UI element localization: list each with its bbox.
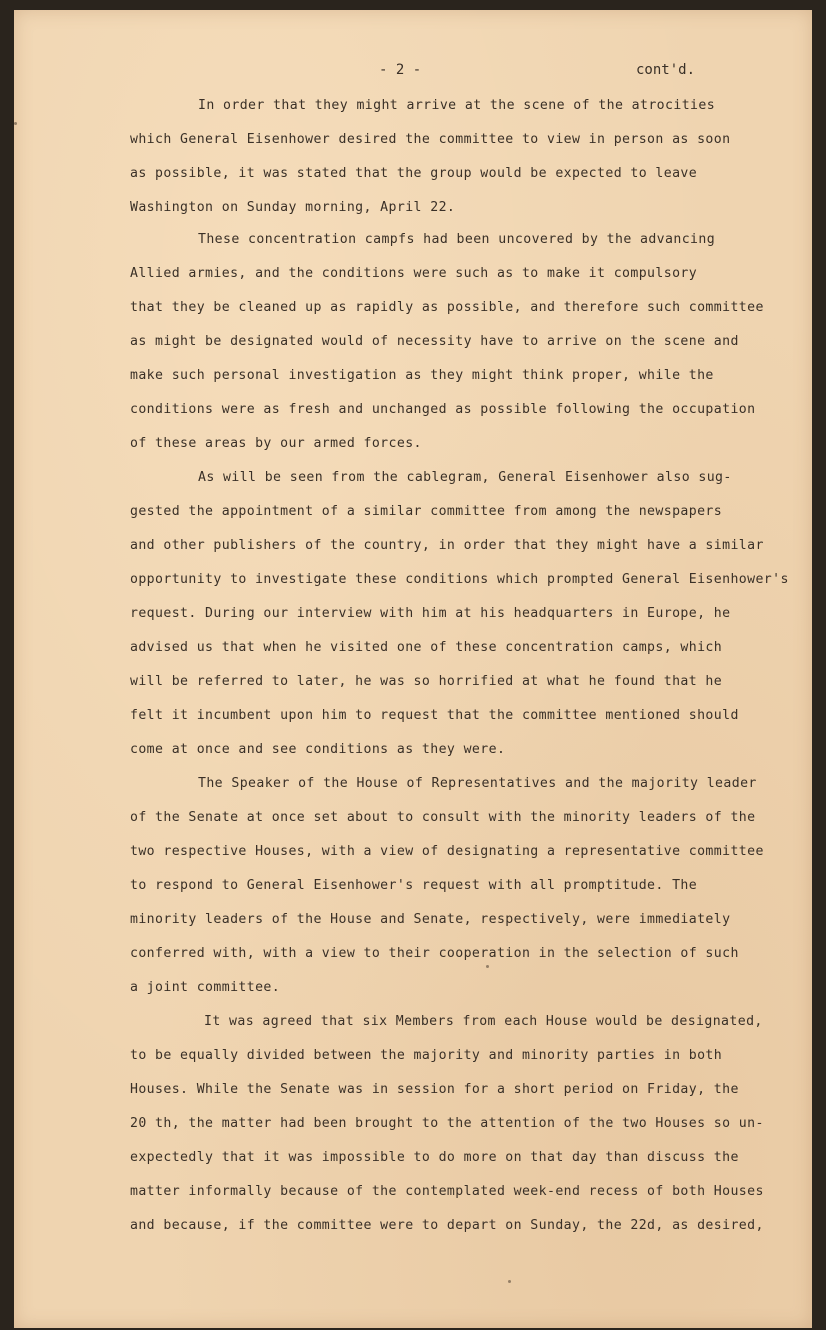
text-line: as possible, it was stated that the group would be expected to leave xyxy=(130,166,698,181)
text-line: gested the appointment of a similar committee from among the newspapers xyxy=(130,504,723,519)
text-line: Washington on Sunday morning, April 22. xyxy=(130,200,456,215)
text-line: minority leaders of the House and Senate, respectively, were immediately xyxy=(130,912,731,927)
text-line: come at once and see conditions as they were. xyxy=(130,742,506,757)
text-line: 20 th, the matter had been brought to the attention of the two Houses so un- xyxy=(130,1116,764,1131)
text-line: opportunity to investigate these conditions which prompted General Eisenhower's xyxy=(130,572,789,587)
paper-speck xyxy=(508,1280,511,1283)
text-line: matter informally because of the contemplated week-end recess of both Houses xyxy=(130,1184,764,1199)
page-number: - 2 - xyxy=(379,62,422,78)
text-line: Houses. While the Senate was in session for a short period on Friday, the xyxy=(130,1082,739,1097)
text-line: In order that they might arrive at the scene of the atrocities xyxy=(198,98,716,113)
text-line: expectedly that it was impossible to do more on that day than discuss the xyxy=(130,1150,739,1165)
text-line: These concentration campfs had been uncovered by the advancing xyxy=(198,232,716,247)
text-line: to respond to General Eisenhower's request with all promptitude. The xyxy=(130,878,698,893)
paper-speck xyxy=(486,965,489,968)
text-line: two respective Houses, with a view of designating a representative committee xyxy=(130,844,764,859)
text-line: and other publishers of the country, in order that they might have a similar xyxy=(130,538,764,553)
continued-marker: cont'd. xyxy=(636,62,696,78)
text-line: As will be seen from the cablegram, General Eisenhower also sug- xyxy=(198,470,732,485)
text-line: that they be cleaned up as rapidly as possible, and therefore such committee xyxy=(130,300,764,315)
text-line: make such personal investigation as they might think proper, while the xyxy=(130,368,714,383)
text-line: to be equally divided between the majority and minority parties in both xyxy=(130,1048,723,1063)
text-line: and because, if the committee were to depart on Sunday, the 22d, as desired, xyxy=(130,1218,764,1233)
text-line: felt it incumbent upon him to request that the committee mentioned should xyxy=(130,708,739,723)
paper-speck xyxy=(14,122,17,125)
text-line: request. During our interview with him at his headquarters in Europe, he xyxy=(130,606,731,621)
document-page xyxy=(14,10,812,1328)
text-line: of the Senate at once set about to consult with the minority leaders of the xyxy=(130,810,756,825)
text-line: of these areas by our armed forces. xyxy=(130,436,422,451)
text-line: The Speaker of the House of Representatives and the majority leader xyxy=(198,776,757,791)
text-line: advised us that when he visited one of these concentration camps, which xyxy=(130,640,723,655)
text-line: will be referred to later, he was so horrified at what he found that he xyxy=(130,674,723,689)
text-line: conditions were as fresh and unchanged as possible following the occupation xyxy=(130,402,756,417)
text-line: as might be designated would of necessity have to arrive on the scene and xyxy=(130,334,739,349)
text-line: which General Eisenhower desired the committee to view in person as soon xyxy=(130,132,731,147)
text-line: It was agreed that six Members from each House would be designated, xyxy=(204,1014,763,1029)
text-line: Allied armies, and the conditions were such as to make it compulsory xyxy=(130,266,698,281)
text-line: conferred with, with a view to their cooperation in the selection of such xyxy=(130,946,739,961)
text-line: a joint committee. xyxy=(130,980,281,995)
